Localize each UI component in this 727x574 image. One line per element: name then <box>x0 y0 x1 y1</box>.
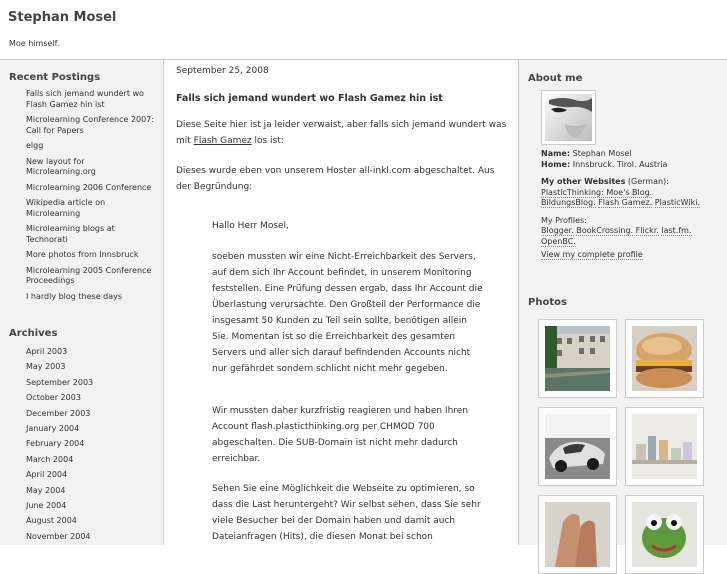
profile-link-bookcrossing[interactable]: BookCrossing. <box>576 226 634 235</box>
intro-text-after: los ist: <box>251 136 284 146</box>
home-label: Home: <box>541 159 571 169</box>
archive-link[interactable]: February 2004 <box>26 439 85 449</box>
profile-link-blogger[interactable]: Blogger. <box>541 226 574 235</box>
recent-post-link[interactable]: I hardly blog these days <box>26 291 123 301</box>
archive-link[interactable]: April 2004 <box>26 470 68 480</box>
archive-link[interactable]: May 2003 <box>26 362 66 372</box>
photo-thumb-burger[interactable] <box>625 319 704 398</box>
archive-link[interactable]: November 2004 <box>26 531 91 541</box>
website-link-bildungsblog[interactable]: BildungsBlog. <box>541 198 596 207</box>
archive-link[interactable]: October 2003 <box>26 393 81 403</box>
profile-link-lastfm[interactable]: last.fm. <box>661 226 692 235</box>
archive-link[interactable]: April 2003 <box>26 347 68 356</box>
post-paragraph-intro <box>176 117 511 149</box>
recent-post-link[interactable]: Microlearning blogs at Technorati <box>26 224 115 244</box>
post-title[interactable]: Falls sich jemand wundert wo Flash Gamez hin ist <box>176 93 443 104</box>
archive-link[interactable]: May 2004 <box>26 485 66 495</box>
recent-postings-list <box>26 89 156 302</box>
recent-post-link[interactable]: Microlearning 2005 Conference Proceedings <box>26 265 152 285</box>
archive-link[interactable]: January 2004 <box>26 424 80 434</box>
photo-thumb-hand[interactable] <box>538 495 617 574</box>
archive-link[interactable]: September 2003 <box>26 377 94 387</box>
about-me-heading: About me <box>528 73 583 84</box>
website-link-plasticthinking[interactable]: PlasticThinking: Moe's Blog. <box>541 187 653 197</box>
frog-toy-photo <box>632 502 697 567</box>
hand-photo <box>545 502 610 567</box>
photos-heading: Photos <box>528 297 567 308</box>
avatar-photo-icon <box>545 94 592 141</box>
kitchen-shelf-photo <box>632 414 697 479</box>
profile-link-flickr[interactable]: Flickr. <box>635 226 659 235</box>
quote-paragraph-3: Sehen Sie eine Möglichkeit die Webseite zu optimieren, so dass die Last heruntergeht? Wir selbst sehen, dass Sie sehr viele Besucher bei der Domain haben und damit auch Dateianfragen (Hits), die diesen Monat bei schon <box>212 484 481 542</box>
quote-paragraph-2: Wir mussten daher kurzfristig reagieren und haben Ihren Account flash.plasticthinking.org per CHMOD 700 abgeschalten. Die SUB-Domain ist nicht mehr dadurch erreichbar. <box>212 406 469 464</box>
site-tagline: Moe himself. <box>9 39 60 48</box>
websites-label: My other Websites <box>541 177 626 186</box>
recent-post-link[interactable]: Wikipedia article on Microlearning <box>26 198 106 218</box>
photo-thumb-kitchen[interactable] <box>625 407 704 486</box>
recent-post-link[interactable]: elgg <box>26 141 44 150</box>
recent-post-link[interactable]: Microlearning 2006 Conference <box>26 182 152 192</box>
right-sidebar <box>518 60 727 545</box>
archive-link[interactable]: December 2003 <box>26 408 91 418</box>
burger-photo <box>632 326 697 391</box>
recent-post-link[interactable]: New layout for Microlearning.org <box>26 156 96 176</box>
view-complete-profile-link[interactable]: View my complete profile <box>541 250 643 259</box>
photo-thumb-toy-car[interactable] <box>538 407 617 486</box>
left-sidebar <box>0 60 164 545</box>
main-content <box>165 60 518 545</box>
archives-list <box>26 344 156 544</box>
archive-link[interactable]: June 2004 <box>26 501 67 511</box>
home-value: Innsbruck. Tirol. Austria <box>572 159 668 169</box>
intro-text-before: Diese Seite hier ist ja leider verwaist, aber falls sich jemand wundert was mit <box>176 120 507 146</box>
archive-link[interactable]: March 2004 <box>26 454 74 464</box>
profile-link-openbc[interactable]: OpenBC. <box>541 236 576 246</box>
canal-houses-photo <box>545 326 610 391</box>
site-title[interactable]: Stephan Mosel <box>8 10 117 25</box>
recent-post-link[interactable]: Falls sich jemand wundert wo Flash Gamez hin ist <box>26 89 144 109</box>
profiles-label: My Profiles: <box>541 215 587 225</box>
about-details <box>541 149 726 261</box>
quote-greeting: Hallo Herr Mosel, <box>212 221 289 231</box>
archive-link[interactable]: August 2004 <box>26 516 77 526</box>
website-link-plasticwiki[interactable]: PlasticWiki. <box>654 198 701 207</box>
site-header <box>0 0 727 60</box>
name-value: Stephan Mosel <box>572 149 632 158</box>
post-paragraph-2: Dieses wurde eben von unserem Hoster all-inkl.com abgeschaltet. Aus der Begründung: <box>176 166 495 192</box>
archives-heading: Archives <box>9 328 58 339</box>
website-link-flashgamez[interactable]: Flash Gamez. <box>598 198 653 207</box>
name-label: Name: <box>541 149 571 158</box>
profile-avatar[interactable] <box>541 90 596 145</box>
recent-post-link[interactable]: More photos from Innsbruck <box>26 250 139 259</box>
websites-lang: (German): <box>627 177 669 186</box>
flash-gamez-link[interactable]: Flash Gamez <box>193 136 252 146</box>
post-date: September 25, 2008 <box>176 66 269 76</box>
photo-thumb-frog-toy[interactable] <box>625 495 704 574</box>
recent-postings-heading: Recent Postings <box>9 72 101 83</box>
recent-post-link[interactable]: Microlearning Conference 2007: Call for Papers <box>26 115 155 135</box>
toy-car-photo <box>545 414 610 479</box>
photo-thumb-canal[interactable] <box>538 319 617 398</box>
quote-paragraph-1: soeben mussten wir eine Nicht-Erreichbarkeit des Servers, auf dem sich Ihr Account befindet, in unserem Monitoring feststellen. Eine Prüfung dessen ergab, dass Ihr Account die Überlastung verursachte. Den Großteil der Performance die insgesamt 50 Kunden zu Teil sein sollte, benötigen allein Sie. Momentan ist so die Erreichbarkeit des gesamten Servers und aller sich darauf befindenden Accounts nicht nur gefährdet sondern schlicht nicht mehr gegeben. <box>212 252 483 374</box>
